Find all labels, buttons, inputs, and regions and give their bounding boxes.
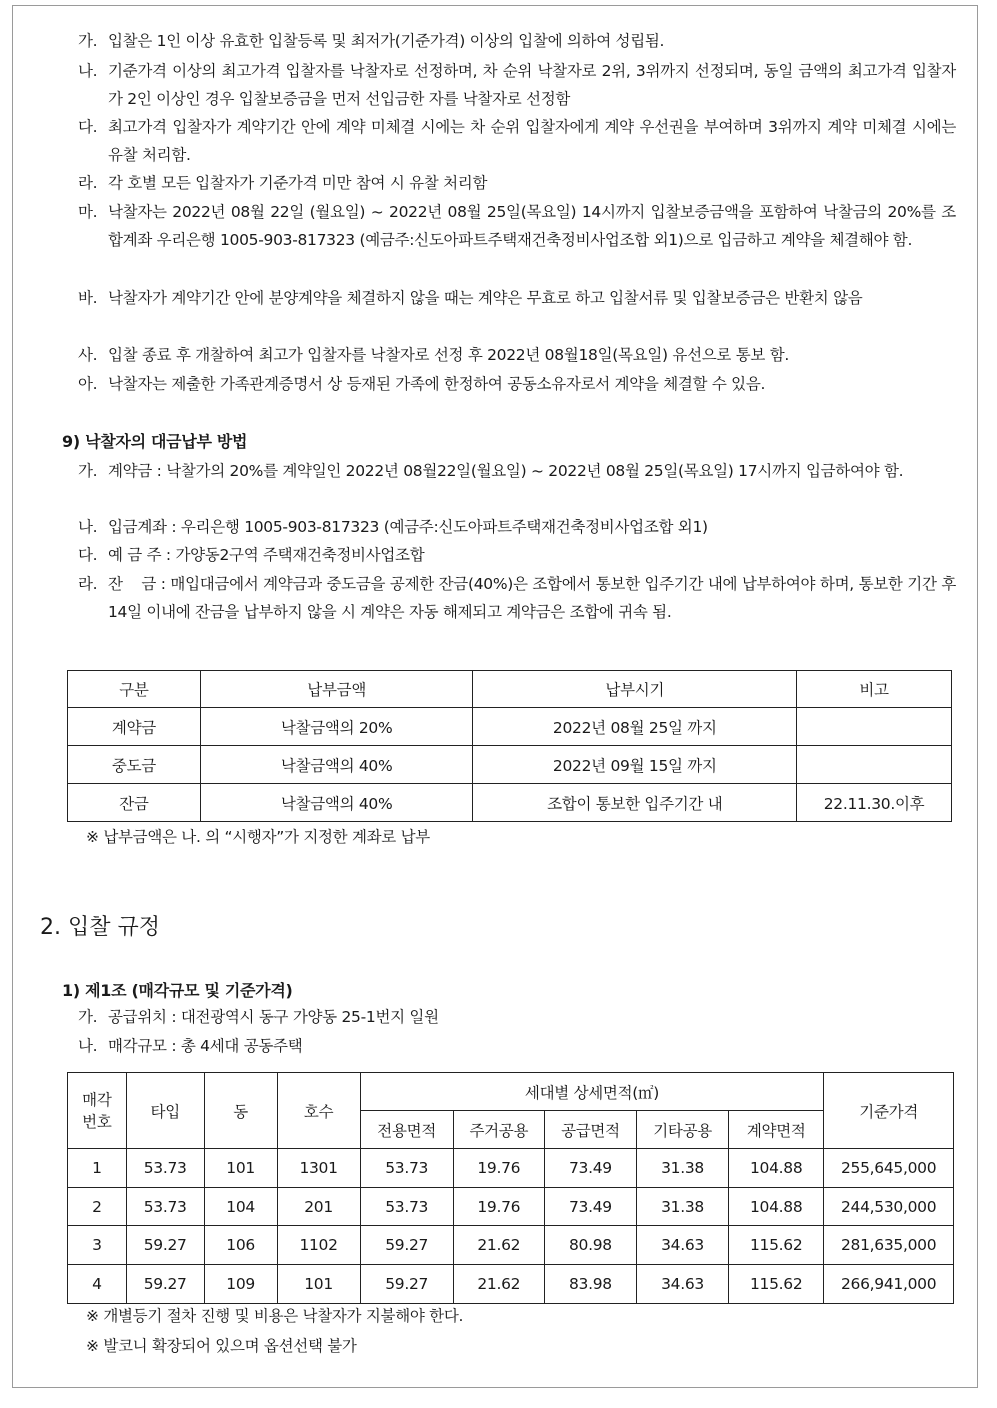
list-marker: 라. bbox=[78, 575, 98, 593]
table-cell: 낙찰금액의 20% bbox=[200, 708, 473, 746]
table-cell: 3 bbox=[68, 1226, 127, 1265]
rule-item-ma bbox=[78, 198, 956, 254]
table-header-cell: 동 bbox=[204, 1073, 277, 1149]
section9-heading: 9) 낙찰자의 대금납부 방법 bbox=[62, 432, 248, 451]
table-header-cell: 계약면적 bbox=[729, 1111, 824, 1149]
table-cell: 2022년 08월 25일 까지 bbox=[473, 708, 797, 746]
list-marker: 사. bbox=[78, 346, 98, 364]
list-marker: 마. bbox=[78, 203, 98, 221]
table-cell: 1 bbox=[68, 1149, 127, 1188]
table-cell bbox=[797, 746, 952, 784]
table-row bbox=[68, 708, 952, 746]
table-cell: 34.63 bbox=[637, 1226, 729, 1265]
table-cell: 1102 bbox=[277, 1226, 360, 1265]
table-cell: 255,645,000 bbox=[824, 1149, 954, 1188]
list-text: 낙찰자는 2022년 08월 22일 (월요일) ~ 2022년 08월 25일(목요일) 14시까지 입찰보증금액을 포함하여 낙찰금의 20%를 조합계좌 우리은행 1005-903-817323 (예금주:신도아파트주택재건축정비사업조합 외1)으로 입금하고 계약을 체결해야 함. bbox=[108, 203, 956, 249]
table-cell: 73.49 bbox=[544, 1188, 636, 1226]
table-cell: 낙찰금액의 40% bbox=[200, 784, 473, 822]
table-header-cell: 납부금액 bbox=[200, 671, 473, 708]
list-marker: 다. bbox=[78, 118, 98, 136]
table-cell: 19.76 bbox=[453, 1188, 544, 1226]
table-cell: 낙찰금액의 40% bbox=[200, 746, 473, 784]
table-cell: 104 bbox=[204, 1188, 277, 1226]
table-cell: 104.88 bbox=[729, 1149, 824, 1188]
table-cell: 59.27 bbox=[360, 1226, 453, 1265]
table-cell: 281,635,000 bbox=[824, 1226, 954, 1265]
table-row bbox=[68, 1149, 954, 1188]
article1-heading: 1) 제1조 (매각규모 및 기준가격) bbox=[62, 981, 293, 1000]
table-header-cell: 주거공용 bbox=[453, 1111, 544, 1149]
list-text: 최고가격 입찰자가 계약기간 안에 계약 미체결 시에는 차 순위 입찰자에게 계약 우선권을 부여하며 3위까지 계약 미체결 시에는 유찰 처리함. bbox=[108, 118, 956, 164]
table-cell: 115.62 bbox=[729, 1265, 824, 1304]
supply-location-item bbox=[78, 1003, 956, 1031]
rule-item-da bbox=[78, 113, 956, 169]
table-cell: 109 bbox=[204, 1265, 277, 1304]
table-header-row bbox=[68, 671, 952, 708]
list-marker: 다. bbox=[78, 546, 98, 564]
sale-scale-item bbox=[78, 1032, 956, 1060]
payment-note: ※ 납부금액은 나. 의 “시행자”가 지정한 계좌로 납부 bbox=[86, 828, 430, 846]
table-cell: 201 bbox=[277, 1188, 360, 1226]
table-row bbox=[68, 1188, 954, 1226]
payment-schedule-table bbox=[67, 670, 952, 822]
list-text: 입금계좌 : 우리은행 1005-903-817323 (예금주:신도아파트주택재건축정비사업조합 외1) bbox=[108, 518, 708, 536]
list-marker: 아. bbox=[78, 375, 98, 393]
table-cell: 106 bbox=[204, 1226, 277, 1265]
payment-item-ra bbox=[78, 570, 961, 626]
table-cell: 104.88 bbox=[729, 1188, 824, 1226]
table-cell: 중도금 bbox=[68, 746, 201, 784]
table-cell: 53.73 bbox=[126, 1188, 204, 1226]
table-header-cell: 공급면적 bbox=[544, 1111, 636, 1149]
table-cell: 59.27 bbox=[126, 1265, 204, 1304]
list-marker: 가. bbox=[78, 462, 98, 480]
table-cell: 73.49 bbox=[544, 1149, 636, 1188]
rule-item-ba bbox=[78, 284, 956, 312]
list-marker: 가. bbox=[78, 1008, 98, 1026]
table-header-cell: 비고 bbox=[797, 671, 952, 708]
table-cell: 53.73 bbox=[126, 1149, 204, 1188]
table-cell: 101 bbox=[204, 1149, 277, 1188]
table-cell: 53.73 bbox=[360, 1149, 453, 1188]
table-cell: 34.63 bbox=[637, 1265, 729, 1304]
table-header-cell: 납부시기 bbox=[473, 671, 797, 708]
table-cell: 59.27 bbox=[360, 1265, 453, 1304]
list-text: 공급위치 : 대전광역시 동구 가양동 25-1번지 일원 bbox=[108, 1008, 439, 1026]
rule-item-ga bbox=[78, 27, 956, 55]
registration-note: ※ 개별등기 절차 진행 및 비용은 낙찰자가 지불해야 한다. bbox=[86, 1307, 464, 1325]
table-cell: 115.62 bbox=[729, 1226, 824, 1265]
table-header-row bbox=[68, 1073, 954, 1111]
list-marker: 나. bbox=[78, 518, 98, 536]
list-text: 매각규모 : 총 4세대 공동주택 bbox=[108, 1037, 303, 1055]
table-row bbox=[68, 1226, 954, 1265]
table-header-cell: 구분 bbox=[68, 671, 201, 708]
payment-item-da bbox=[78, 541, 956, 569]
list-text: 낙찰자가 계약기간 안에 분양계약을 체결하지 않을 때는 계약은 무효로 하고 입찰서류 및 입찰보증금은 반환치 않음 bbox=[108, 289, 863, 307]
table-header-cell: 전용면적 bbox=[360, 1111, 453, 1149]
list-text: 입찰 종료 후 개찰하여 최고가 입찰자를 낙찰자로 선정 후 2022년 08월18일(목요일) 유선으로 통보 함. bbox=[108, 346, 789, 364]
table-header-cell: 기준가격 bbox=[824, 1073, 954, 1149]
rule-item-ra bbox=[78, 169, 956, 197]
table-row bbox=[68, 746, 952, 784]
table-cell: 2 bbox=[68, 1188, 127, 1226]
table-cell: 244,530,000 bbox=[824, 1188, 954, 1226]
unit-price-table bbox=[67, 1072, 954, 1304]
table-row bbox=[68, 784, 952, 822]
list-marker: 나. bbox=[78, 62, 98, 80]
table-cell: 계약금 bbox=[68, 708, 201, 746]
table-cell: 53.73 bbox=[360, 1188, 453, 1226]
list-text: 기준가격 이상의 최고가격 입찰자를 낙찰자로 선정하며, 차 순위 낙찰자로 2위, 3위까지 선정되며, 동일 금액의 최고가격 입찰자가 2인 이상인 경우 입찰보증금을 먼저 선입금한 자를 낙찰자로 선정함 bbox=[108, 62, 956, 108]
list-marker: 라. bbox=[78, 174, 98, 192]
payment-item-na bbox=[78, 513, 956, 541]
table-cell: 266,941,000 bbox=[824, 1265, 954, 1304]
rule-item-sa bbox=[78, 341, 956, 369]
section2-heading: 2. 입찰 규정 bbox=[40, 915, 160, 940]
list-text: 각 호별 모든 입찰자가 기준가격 미만 참여 시 유찰 처리함 bbox=[108, 174, 488, 192]
list-marker: 바. bbox=[78, 289, 98, 307]
list-text: 계약금 : 낙찰가의 20%를 계약일인 2022년 08월22일(월요일) ~ 2022년 08월 25일(목요일) 17시까지 입금하여야 함. bbox=[108, 462, 904, 480]
table-cell: 31.38 bbox=[637, 1188, 729, 1226]
table-cell: 1301 bbox=[277, 1149, 360, 1188]
list-marker: 나. bbox=[78, 1037, 98, 1055]
table-cell: 80.98 bbox=[544, 1226, 636, 1265]
table-cell: 19.76 bbox=[453, 1149, 544, 1188]
table-header-cell: 매각 번호 bbox=[68, 1073, 127, 1149]
rule-item-na bbox=[78, 57, 956, 113]
table-header-cell: 세대별 상세면적(㎡) bbox=[360, 1073, 824, 1111]
table-cell: 4 bbox=[68, 1265, 127, 1304]
table-row bbox=[68, 1265, 954, 1304]
table-cell: 21.62 bbox=[453, 1265, 544, 1304]
table-cell: 101 bbox=[277, 1265, 360, 1304]
list-marker: 가. bbox=[78, 32, 98, 50]
rule-item-a bbox=[78, 370, 956, 398]
balcony-note: ※ 발코니 확장되어 있으며 옵션선택 불가 bbox=[86, 1337, 357, 1355]
table-cell: 2022년 09월 15일 까지 bbox=[473, 746, 797, 784]
table-cell: 21.62 bbox=[453, 1226, 544, 1265]
list-text: 잔 금 : 매입대금에서 계약금과 중도금을 공제한 잔금(40%)은 조합에서 통보한 입주기간 내에 납부하여야 하며, 통보한 기간 후 14일 이내에 잔금을 납부하지 않을 시 계약은 자동 해제되고 계약금은 조합에 귀속 됨. bbox=[108, 575, 961, 621]
table-cell: 59.27 bbox=[126, 1226, 204, 1265]
table-cell bbox=[797, 708, 952, 746]
table-cell: 83.98 bbox=[544, 1265, 636, 1304]
table-header-cell: 타입 bbox=[126, 1073, 204, 1149]
table-cell: 22.11.30.이후 bbox=[797, 784, 952, 822]
table-header-cell: 호수 bbox=[277, 1073, 360, 1149]
payment-item-ga bbox=[78, 457, 956, 485]
list-text: 입찰은 1인 이상 유효한 입찰등록 및 최저가(기준가격) 이상의 입찰에 의하여 성립됨. bbox=[108, 32, 665, 50]
list-text: 낙찰자는 제출한 가족관계증명서 상 등재된 가족에 한정하여 공동소유자로서 계약을 체결할 수 있음. bbox=[108, 375, 766, 393]
table-header-cell: 기타공용 bbox=[637, 1111, 729, 1149]
table-cell: 조합이 통보한 입주기간 내 bbox=[473, 784, 797, 822]
list-text: 예 금 주 : 가양동2구역 주택재건축정비사업조합 bbox=[108, 546, 425, 564]
table-cell: 잔금 bbox=[68, 784, 201, 822]
table-cell: 31.38 bbox=[637, 1149, 729, 1188]
